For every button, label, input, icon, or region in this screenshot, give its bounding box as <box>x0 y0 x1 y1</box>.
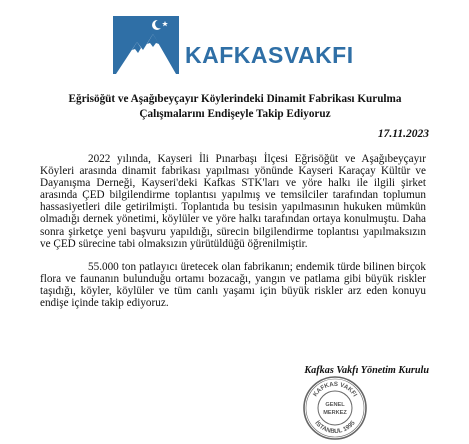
svg-text:MERKEZ: MERKEZ <box>323 410 347 416</box>
svg-text:KAFKAS VAKFI: KAFKAS VAKFI <box>311 380 359 399</box>
svg-text:GENEL: GENEL <box>325 402 345 408</box>
mountain-logo-icon <box>113 16 179 74</box>
logo-wordmark: KAFKASVAKFI <box>185 42 354 68</box>
signature-line: Kafkas Vakfı Yönetim Kurulu <box>304 365 429 376</box>
statement-title <box>40 92 430 122</box>
title-line-2: Çalışmalarını Endişeyle Takip Ediyoruz <box>139 108 331 120</box>
kafkas-vakfi-logo <box>113 16 354 74</box>
paragraph-2-text: 55.000 ton patlayıcı üretecek olan fabrikanın; endemik türde bilinen birçok flora ve faunanın bulunduğu ortamı bozacağı, yangın ve patlama gibi büyük riskler taşıdığı, köyler, köylüler ve tüm canlı yaşamı için büyük riskler arz eden konuyu endişe içinde takip ediyoruz. <box>40 261 426 310</box>
official-seal-stamp <box>302 375 368 441</box>
svg-text:İSTANBUL 1995: İSTANBUL 1995 <box>313 419 357 436</box>
statement-date: 17.11.2023 <box>377 128 429 140</box>
title-line-1: Eğrisöğüt ve Aşağıbeyçayır Köylerindeki Dinamit Fabrikası Kurulma <box>68 93 402 105</box>
paragraph-2 <box>40 261 426 309</box>
paragraph-1-text: 2022 yılında, Kayseri İli Pınarbaşı İlçesi Eğrisöğüt ve Aşağıbeyçayır Köyleri arasında dinamit fabrikası yapılması yönünde Kayseri Karaçay Kültür ve Dayanışma Derneği, Kayseri'deki Kafkas STK'ları ve yöre halkı ile ilgili şirket arasında ÇED bilgilendirme toplantısı yapılmış ve temsilciler tarafından toplumun hassasiyetleri dile getirilmişti. Toplantıda bu tesisin yapılmasının hukuken mümkün olmadığı dernek yönetimi, köylüler ve yöre halkı tarafından ortaya konulmuştu. Daha sonra şirketçe yeni başvuru yapıldığı, sürecin bilgilendirme toplantısı yapılmaksızın ve ÇED sürecine tabi olmaksızın yürütüldüğü öğrenilmiştir. <box>40 153 426 250</box>
paragraph-1 <box>40 153 426 250</box>
